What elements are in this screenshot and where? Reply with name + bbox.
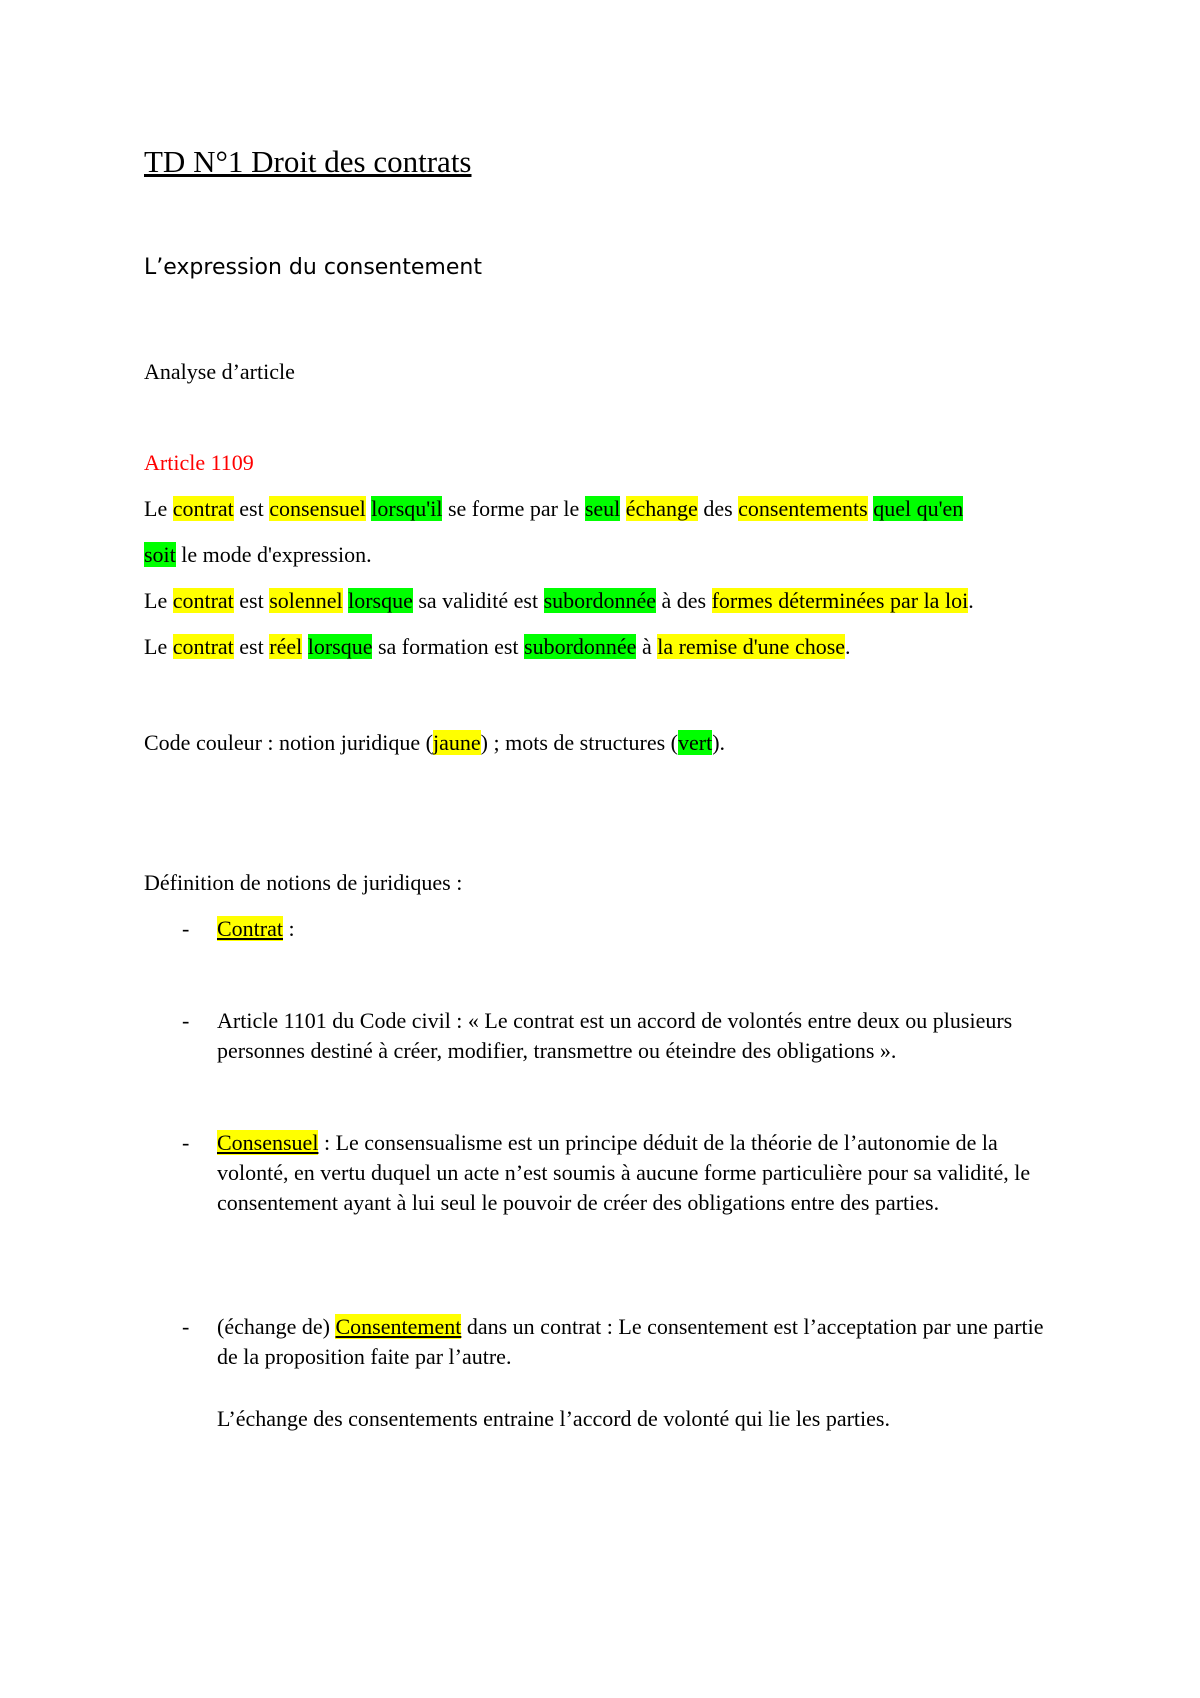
highlight-yellow: jaune bbox=[433, 730, 481, 755]
article-line-2 bbox=[144, 540, 372, 570]
list-item-contrat bbox=[217, 914, 1067, 944]
highlight-green: lorsqu'il bbox=[371, 496, 443, 521]
highlight-green: lorsque bbox=[307, 634, 373, 659]
text-fragment bbox=[302, 634, 308, 659]
bullet-marker: - bbox=[182, 916, 190, 941]
highlight-yellow: contrat bbox=[172, 588, 234, 613]
highlight-yellow: échange bbox=[625, 496, 698, 521]
text-fragment: à bbox=[636, 634, 658, 659]
text-fragment: ). bbox=[712, 730, 726, 755]
text-fragment: dans un contrat : Le consentement est l’acceptation par une partie de la proposition faite par l’autre. bbox=[217, 1314, 1044, 1369]
text-fragment: Code couleur : notion juridique ( bbox=[144, 730, 433, 755]
text-fragment: se forme par le bbox=[442, 496, 585, 521]
article-heading: Article 1109 bbox=[144, 450, 254, 475]
text-fragment: sa formation est bbox=[372, 634, 525, 659]
highlight-yellow: réel bbox=[269, 634, 303, 659]
text-fragment: des bbox=[697, 496, 739, 521]
text-fragment: est bbox=[233, 588, 270, 613]
article-line-4 bbox=[144, 632, 851, 662]
bullet-marker: - bbox=[182, 1008, 190, 1033]
text-fragment: Le bbox=[144, 588, 173, 613]
analyse-heading: Analyse d’article bbox=[144, 359, 295, 384]
list-item-consensuel bbox=[217, 1128, 1067, 1218]
highlight-green: vert bbox=[678, 730, 713, 755]
highlight-green: soit bbox=[144, 542, 176, 567]
highlight-yellow: contrat bbox=[172, 496, 234, 521]
text-fragment bbox=[620, 496, 626, 521]
term-contrat: Contrat bbox=[217, 916, 283, 941]
bullet-marker: - bbox=[182, 1130, 190, 1155]
term-consentement: Consentement bbox=[335, 1314, 462, 1339]
article-line-1 bbox=[144, 494, 963, 524]
text-fragment: : Le consensualisme est un principe déduit de la théorie de l’autonomie de la volonté, en vertu duquel un acte n’est soumis à aucune forme particulière pour sa validité, le consentement ayant à lui seul le pouvoir de créer des obligations entre des parties. bbox=[217, 1130, 1031, 1215]
highlight-yellow: contrat bbox=[172, 634, 234, 659]
highlight-green: seul bbox=[584, 496, 621, 521]
page-title: TD N°1 Droit des contrats bbox=[144, 144, 472, 179]
definitions-heading: Définition de notions de juridiques : bbox=[144, 870, 463, 895]
text-fragment: . bbox=[968, 588, 974, 613]
text-fragment: à des bbox=[656, 588, 712, 613]
text-fragment: (échange de) bbox=[217, 1314, 336, 1339]
highlight-green: subordonnée bbox=[524, 634, 637, 659]
term-consensuel: Consensuel bbox=[217, 1130, 319, 1155]
list-item-consentement bbox=[217, 1312, 1067, 1372]
highlight-yellow: la remise d'une chose bbox=[657, 634, 846, 659]
highlight-green: subordonnée bbox=[543, 588, 657, 613]
highlight-green: lorsque bbox=[348, 588, 413, 613]
text-fragment: le mode d'expression. bbox=[175, 542, 372, 567]
text-fragment: sa validité est bbox=[412, 588, 544, 613]
text-fragment: est bbox=[233, 496, 270, 521]
text-fragment: est bbox=[233, 634, 270, 659]
bullet-marker: - bbox=[182, 1314, 190, 1339]
text-fragment: Le bbox=[144, 634, 173, 659]
list-item-article-1101: Article 1101 du Code civil : « Le contrat est un accord de volontés entre deux ou plusieurs personnes destiné à créer, modifier, transmettre ou éteindre des obligations ». bbox=[217, 1008, 1013, 1063]
text-fragment: Le bbox=[144, 496, 173, 521]
section-subtitle: L’expression du consentement bbox=[144, 255, 482, 280]
highlight-yellow: consensuel bbox=[269, 496, 366, 521]
highlight-yellow: formes déterminées par la loi bbox=[711, 588, 969, 613]
highlight-yellow: consentements bbox=[738, 496, 868, 521]
article-line-3 bbox=[144, 586, 974, 616]
echange-paragraph: L’échange des consentements entraine l’accord de volonté qui lie les parties. bbox=[217, 1406, 890, 1431]
highlight-yellow: solennel bbox=[269, 588, 343, 613]
color-code-legend bbox=[144, 728, 725, 758]
text-fragment: : bbox=[283, 916, 295, 941]
text-fragment: ) ; mots de structures ( bbox=[480, 730, 679, 755]
highlight-green: quel qu'en bbox=[873, 496, 964, 521]
text-fragment: . bbox=[845, 634, 851, 659]
